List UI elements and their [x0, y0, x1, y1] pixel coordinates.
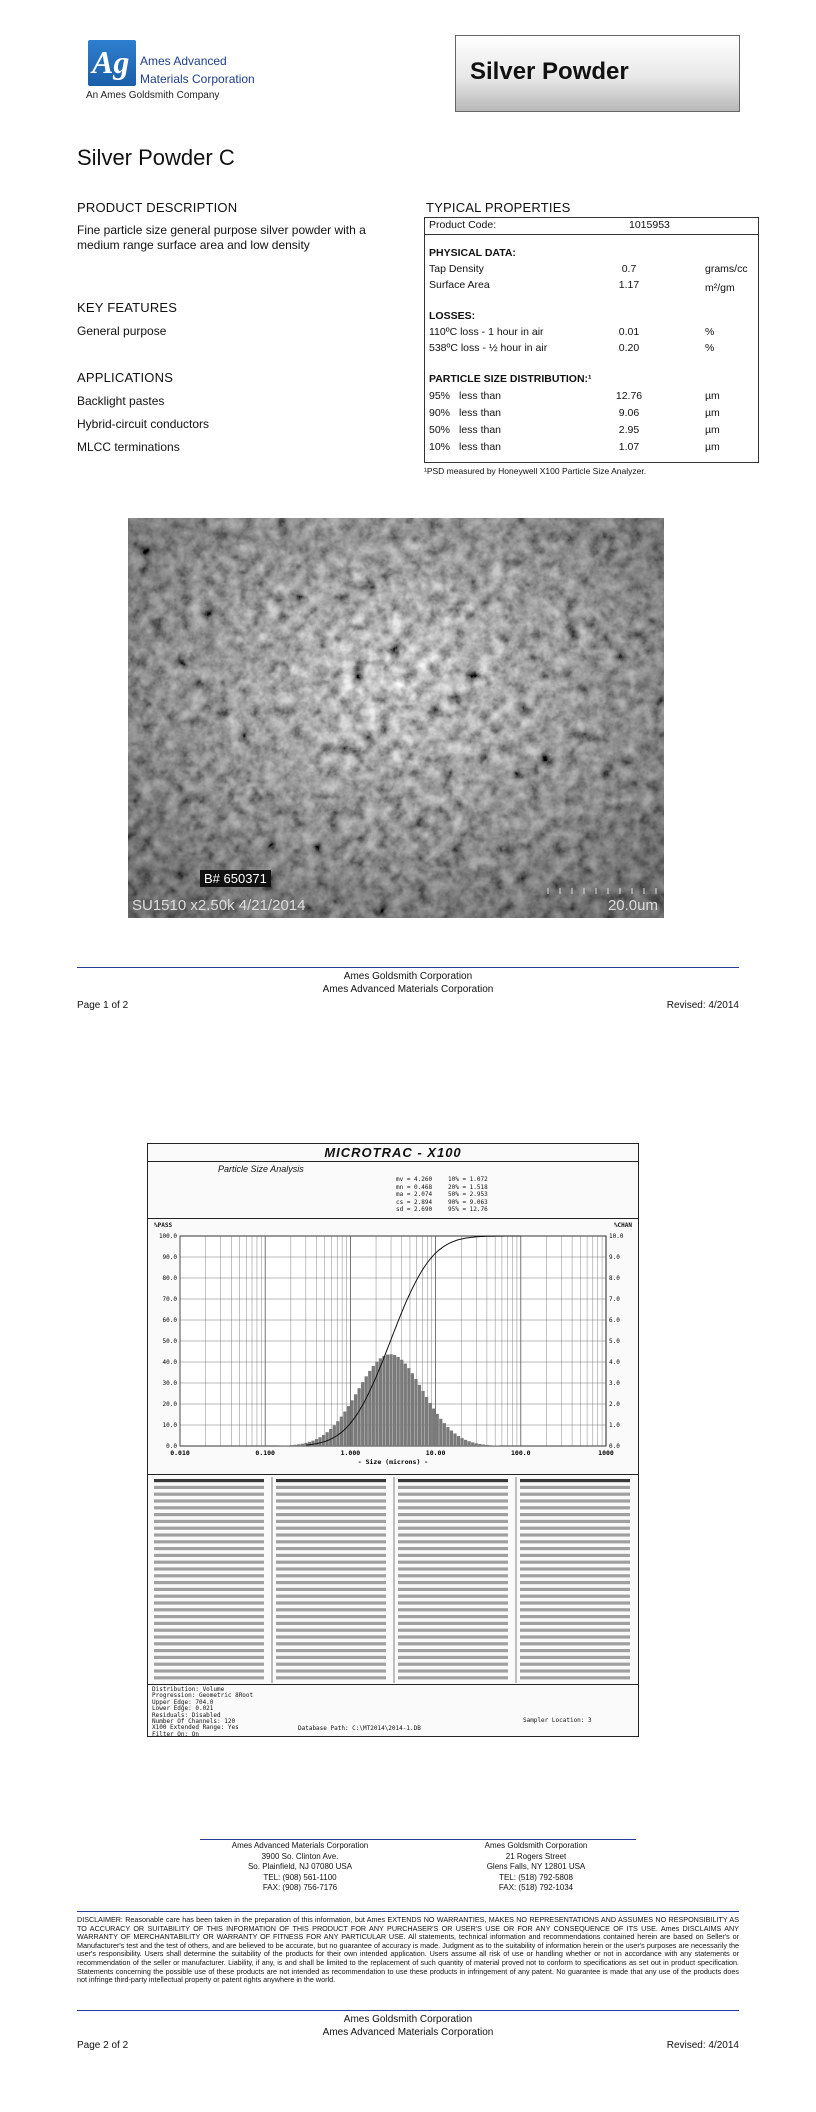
- table-row: [154, 1622, 264, 1625]
- tap-density-row: Tap Density 0.7 grams/cc: [429, 263, 748, 275]
- table-row: [398, 1540, 508, 1543]
- microtrac-database: Database Path: C:\MT2014\2014-1.DB: [298, 1725, 421, 1732]
- y-tick-label: 40.0: [162, 1359, 177, 1366]
- y-tick-label: 10.0: [162, 1422, 177, 1429]
- psd-heading: PARTICLE SIZE DISTRIBUTION:¹: [429, 373, 592, 385]
- table-row: [398, 1486, 508, 1489]
- application-item: Backlight pastes: [77, 394, 165, 408]
- table-row: [520, 1506, 630, 1509]
- description-heading: PRODUCT DESCRIPTION: [77, 200, 238, 215]
- histogram-bar: [407, 1368, 410, 1446]
- table-row: [154, 1656, 264, 1659]
- histogram-bar: [315, 1439, 318, 1446]
- microtrac-settings: Distribution: Volume Progression: Geometric 8Root Upper Edge: 704.0 Lower Edge: 0.021 Residuals: Disabled Number Of Channels: 120 X100 Extended Range: Yes Filter On: On: [152, 1686, 254, 1738]
- table-row: [520, 1669, 630, 1672]
- table-row: [276, 1527, 386, 1530]
- table-row: [276, 1567, 386, 1570]
- table-row: [520, 1601, 630, 1604]
- table-row: [154, 1567, 264, 1570]
- histogram-bar: [382, 1356, 385, 1446]
- table-row: [154, 1486, 264, 1489]
- page1-number: Page 1 of 2: [77, 1000, 129, 1011]
- table-row: [276, 1615, 386, 1618]
- sem-texture: [128, 518, 664, 918]
- table-row: [398, 1527, 508, 1530]
- microtrac-sampler: Sampler Location: 3: [523, 1717, 592, 1724]
- surface-area-row: Surface Area 1.17 m²/gm: [429, 279, 735, 294]
- table-row: [398, 1513, 508, 1516]
- table-row: [520, 1567, 630, 1570]
- table-row: [398, 1595, 508, 1598]
- page2-footer-companies: Ames Goldsmith Corporation Ames Advanced Materials Corporation: [322, 2014, 494, 2038]
- table-row: [276, 1622, 386, 1625]
- disclaimer-text: DISCLAIMER: Reasonable care has been taken in the preparation of this information, but Ames EXTENDS NO WARRANTIES, MAKES NO REPRESENTATIONS AND ASSUMES NO RESPONSIBILITY AS TO ACCURACY OR SUITABILITY OF THIS INFORMATION OF THIS PRODUCT FOR ANY PURCHASER'S OR USER'S USE OR FOR ANY CONSEQUENCE OF ITS USE. Ames DISCLAIMS ANY WARRANTY OF MERCHANTABILITY OR WARRANTY OF FITNESS FOR ANY PARTICULAR USE. All statements, technical information and recommendations contained herein are based on Seller's or Manufacturer's test and the test of others, and are believed to be accurate, but no guarantee of accuracy is made. Judgment as to the suitability of information herein or the user's purposes are necessarily the user's responsibility. Users shall determine the suitability of the products for their own intended application. Users assume all risk of use or handling whether or not in accordance with any statements or recommendation of the seller or manufacturer. Liability, if any, is and shall be limited to the replacement of such quantity of material proved not to conform to specifications as set out in product specification. Statements concerning the possible use of these products are not intended as recommendation to use these products in infringement of any patent. No guarantee is made that any use of the products does not infringe third-party intellectual property or patent rights anywhere in the world.: [77, 1915, 739, 1985]
- x-tick-label: 100.0: [511, 1449, 531, 1457]
- table-row: [520, 1608, 630, 1611]
- address-right: Ames Goldsmith Corporation 21 Rogers Street Glens Falls, NY 12801 USA TEL: (518) 792-5808 FAX: (518) 792-1034: [484, 1841, 588, 1892]
- histogram-bar: [411, 1373, 414, 1446]
- histogram-bar: [322, 1435, 325, 1446]
- histogram-bar: [492, 1445, 495, 1446]
- table-row: [154, 1635, 264, 1638]
- table-row: [398, 1574, 508, 1577]
- table-row: [398, 1533, 508, 1536]
- histogram-bar: [446, 1427, 449, 1446]
- loss-row: 110ºC loss - 1 hour in air 0.01 %: [429, 326, 715, 338]
- histogram-bar: [308, 1442, 311, 1446]
- x-tick-label: 1000: [598, 1449, 614, 1457]
- microtrac-title: MICROTRAC - X100: [324, 1145, 462, 1160]
- table-row: [154, 1520, 264, 1523]
- table-row: [398, 1635, 508, 1638]
- table-row: [398, 1629, 508, 1632]
- histogram-bar: [386, 1355, 389, 1446]
- histogram-bar: [443, 1423, 446, 1446]
- histogram-bar: [436, 1414, 439, 1446]
- table-row: [154, 1663, 264, 1666]
- footer-rule: [77, 967, 739, 968]
- table-row: [520, 1581, 630, 1584]
- table-row: [398, 1601, 508, 1604]
- table-row: [154, 1669, 264, 1672]
- sem-scale-label: 20.0um: [607, 897, 658, 914]
- histogram-bar: [301, 1444, 304, 1446]
- table-row: [520, 1479, 630, 1482]
- psd-row: 50% less than 2.95 µm: [429, 424, 720, 436]
- histogram-bar: [478, 1444, 481, 1446]
- table-row: [154, 1561, 264, 1564]
- table-row: [520, 1527, 630, 1530]
- y-right-tick-label: 9.0: [609, 1254, 620, 1261]
- histogram-bar: [425, 1397, 428, 1446]
- histogram-bar: [475, 1443, 478, 1446]
- table-row: [520, 1547, 630, 1550]
- histogram-bar: [482, 1445, 485, 1446]
- histogram-bar: [460, 1438, 463, 1446]
- x-tick-label: 0.100: [255, 1449, 275, 1457]
- table-row: [398, 1547, 508, 1550]
- psd-row: 95% less than 12.76 µm: [429, 390, 720, 402]
- table-row: [398, 1520, 508, 1523]
- table-row: [154, 1676, 264, 1679]
- table-row: [398, 1649, 508, 1652]
- company-logo: [88, 40, 136, 86]
- table-row: [276, 1608, 386, 1611]
- table-row: [276, 1547, 386, 1550]
- table-row: [154, 1608, 264, 1611]
- table-row: [520, 1540, 630, 1543]
- y-right-tick-label: 1.0: [609, 1422, 620, 1429]
- table-row: [276, 1554, 386, 1557]
- physical-heading: PHYSICAL DATA:: [429, 247, 516, 259]
- table-row: [398, 1615, 508, 1618]
- table-row: [520, 1574, 630, 1577]
- histogram-bar: [400, 1360, 403, 1446]
- table-row: [520, 1520, 630, 1523]
- table-row: [276, 1581, 386, 1584]
- y-right-label: %CHAN: [613, 1222, 632, 1229]
- page1-revised: Revised: 4/2014: [666, 1000, 739, 1011]
- disclaimer-rule: [77, 1911, 739, 1912]
- y-right-tick-label: 7.0: [609, 1296, 620, 1303]
- table-row: [276, 1561, 386, 1564]
- table-row: [276, 1629, 386, 1632]
- losses-heading: LOSSES:: [429, 310, 476, 322]
- table-row: [154, 1581, 264, 1584]
- sem-caption: SU1510 x2.50k 4/21/2014: [132, 897, 306, 914]
- y-tick-label: 0.0: [166, 1443, 177, 1450]
- product-description: Fine particle size general purpose silver powder with a medium range surface area and low density: [77, 223, 366, 252]
- table-row: [520, 1486, 630, 1489]
- x-axis-label: - Size (microns) -: [357, 1458, 429, 1466]
- microtrac-chart: [148, 1228, 638, 1468]
- microtrac-report: [147, 1143, 639, 1737]
- table-row: [398, 1581, 508, 1584]
- y-right-tick-label: 4.0: [609, 1359, 620, 1366]
- table-row: [154, 1574, 264, 1577]
- histogram-bar: [354, 1394, 357, 1446]
- table-row: [154, 1554, 264, 1557]
- table-row: [520, 1622, 630, 1625]
- table-row: [398, 1663, 508, 1666]
- table-row: [276, 1499, 386, 1502]
- table-row: [154, 1595, 264, 1598]
- histogram-bar: [287, 1445, 290, 1446]
- y-tick-label: 20.0: [162, 1401, 177, 1408]
- company-subtitle: An Ames Goldsmith Company: [86, 90, 220, 101]
- microtrac-summary: mv = 4.260 mn = 0.468 ma = 2.074 cs = 2.894 sd = 2.690: [396, 1176, 433, 1213]
- y-right-tick-label: 8.0: [609, 1275, 620, 1282]
- histogram-bar: [404, 1364, 407, 1446]
- histogram-bar: [361, 1382, 364, 1446]
- microtrac-percentiles: 10% = 1.072 20% = 1.518 50% = 2.953 90% = 9.063 95% = 12.76: [448, 1176, 488, 1213]
- table-row: [520, 1533, 630, 1536]
- table-row: [398, 1567, 508, 1570]
- doc-title-box: [455, 35, 740, 112]
- table-row: [154, 1506, 264, 1509]
- y-tick-label: 60.0: [162, 1317, 177, 1324]
- table-row: [398, 1506, 508, 1509]
- y-right-tick-label: 5.0: [609, 1338, 620, 1345]
- x-tick-label: 0.010: [170, 1449, 190, 1457]
- table-row: [154, 1547, 264, 1550]
- table-row: [520, 1676, 630, 1679]
- table-row: [276, 1574, 386, 1577]
- table-row: [276, 1520, 386, 1523]
- features-heading: KEY FEATURES: [77, 300, 178, 315]
- table-row: [276, 1486, 386, 1489]
- table-row: [276, 1635, 386, 1638]
- table-row: [276, 1669, 386, 1672]
- page1-footer-companies: Ames Goldsmith Corporation Ames Advanced Materials Corporation: [322, 971, 494, 995]
- table-row: [154, 1499, 264, 1502]
- table-row: [276, 1513, 386, 1516]
- histogram-bar: [457, 1436, 460, 1446]
- table-row: [276, 1533, 386, 1536]
- histogram-bar: [318, 1437, 321, 1446]
- page2-number: Page 2 of 2: [77, 2040, 129, 2051]
- table-row: [276, 1649, 386, 1652]
- table-row: [154, 1588, 264, 1591]
- y-tick-label: 90.0: [162, 1254, 177, 1261]
- histogram-bar: [304, 1443, 307, 1446]
- table-row: [154, 1513, 264, 1516]
- table-row: [154, 1493, 264, 1496]
- table-row: [398, 1561, 508, 1564]
- histogram-bar: [311, 1441, 314, 1446]
- x-tick-label: 1.000: [340, 1449, 361, 1457]
- table-row: [520, 1663, 630, 1666]
- table-row: [520, 1513, 630, 1516]
- microtrac-subtitle: Particle Size Analysis: [218, 1164, 304, 1174]
- histogram-bar: [365, 1376, 368, 1446]
- y-right-tick-label: 6.0: [609, 1317, 620, 1324]
- table-row: [276, 1676, 386, 1679]
- table-row: [154, 1629, 264, 1632]
- feature-item: General purpose: [77, 324, 167, 338]
- product-code: 1015953: [629, 219, 670, 231]
- histogram-bar: [294, 1445, 297, 1446]
- histogram-bar: [379, 1358, 382, 1446]
- table-row: [276, 1601, 386, 1604]
- table-row: [398, 1656, 508, 1659]
- table-row: [398, 1622, 508, 1625]
- psd-row: 10% less than 1.07 µm: [429, 441, 720, 453]
- table-row: [276, 1588, 386, 1591]
- logo-mark: Ag: [92, 44, 130, 80]
- histogram-bar: [414, 1379, 417, 1446]
- histogram-bar: [389, 1354, 392, 1446]
- page2-revised: Revised: 4/2014: [666, 2040, 739, 2051]
- psd-footnote: ¹PSD measured by Honeywell X100 Particle Size Analyzer.: [424, 466, 647, 476]
- table-row: [276, 1540, 386, 1543]
- histogram-bar: [421, 1391, 424, 1446]
- table-row: [154, 1615, 264, 1618]
- microtrac-data-table: [150, 1477, 636, 1683]
- table-row: [154, 1540, 264, 1543]
- product-name: Silver Powder C: [77, 145, 235, 170]
- table-row: [520, 1588, 630, 1591]
- table-row: [276, 1656, 386, 1659]
- y-tick-label: 30.0: [162, 1380, 177, 1387]
- loss-row: 538ºC loss - ½ hour in air 0.20 %: [429, 342, 715, 354]
- table-row: [276, 1595, 386, 1598]
- y-tick-label: 100.0: [158, 1233, 177, 1240]
- psd-row: 90% less than 9.06 µm: [429, 407, 720, 419]
- histogram-bar: [432, 1409, 435, 1446]
- histogram-bar: [368, 1371, 371, 1446]
- histogram-bar: [333, 1425, 336, 1446]
- table-row: [154, 1533, 264, 1536]
- histogram-bar: [397, 1357, 400, 1446]
- product-code-row: Product Code: 1015953: [429, 219, 670, 231]
- histogram-bar: [393, 1355, 396, 1446]
- y-right-tick-label: 10.0: [609, 1233, 624, 1240]
- application-item: MLCC terminations: [77, 440, 180, 454]
- table-row: [154, 1642, 264, 1645]
- table-row: [276, 1642, 386, 1645]
- table-row: [398, 1669, 508, 1672]
- table-row: [398, 1479, 508, 1482]
- table-row: [520, 1642, 630, 1645]
- table-row: [398, 1642, 508, 1645]
- y-right-tick-label: 3.0: [609, 1380, 620, 1387]
- table-row: [520, 1561, 630, 1564]
- table-row: [154, 1479, 264, 1482]
- table-row: [276, 1663, 386, 1666]
- histogram-bar: [290, 1445, 293, 1446]
- table-row: [154, 1601, 264, 1604]
- table-row: [398, 1676, 508, 1679]
- histogram-bar: [418, 1385, 421, 1446]
- y-left-label: %PASS: [154, 1222, 173, 1229]
- table-row: [520, 1656, 630, 1659]
- histogram-bar: [450, 1431, 453, 1446]
- table-row: [398, 1493, 508, 1496]
- histogram-bar: [439, 1419, 442, 1446]
- applications-heading: APPLICATIONS: [77, 370, 174, 385]
- histogram-bar: [471, 1442, 474, 1446]
- footer-rule: [77, 2010, 739, 2011]
- y-right-tick-label: 2.0: [609, 1401, 620, 1408]
- histogram-bar: [468, 1441, 471, 1446]
- table-row: [520, 1635, 630, 1638]
- table-row: [520, 1499, 630, 1502]
- table-row: [398, 1588, 508, 1591]
- table-row: [398, 1608, 508, 1611]
- table-row: [276, 1506, 386, 1509]
- table-row: [154, 1527, 264, 1530]
- table-row: [154, 1649, 264, 1652]
- table-row: [520, 1493, 630, 1496]
- histogram-bar: [372, 1366, 375, 1446]
- table-row: [520, 1649, 630, 1652]
- table-row: [276, 1479, 386, 1482]
- application-item: Hybrid-circuit conductors: [77, 417, 210, 431]
- table-row: [398, 1499, 508, 1502]
- table-row: [276, 1493, 386, 1496]
- table-row: [520, 1595, 630, 1598]
- address-left: Ames Advanced Materials Corporation 3900 So. Clinton Ave. So. Plainfield, NJ 07080 USA TEL: (908) 561-1100 FAX: (908) 756-7176: [231, 1841, 369, 1892]
- histogram-bar: [358, 1388, 361, 1446]
- histogram-bar: [453, 1433, 456, 1446]
- table-row: [520, 1629, 630, 1632]
- histogram-bar: [326, 1432, 329, 1446]
- doc-title: Silver Powder: [470, 58, 629, 85]
- histogram-bar: [329, 1429, 332, 1446]
- y-tick-label: 80.0: [162, 1275, 177, 1282]
- histogram-bar: [464, 1440, 467, 1446]
- sem-micrograph: [128, 518, 664, 918]
- company-name: Ames Advanced Materials Corporation: [140, 54, 255, 86]
- sem-batch-label: B# 650371: [200, 870, 271, 887]
- y-tick-label: 50.0: [162, 1338, 177, 1345]
- table-row: [398, 1554, 508, 1557]
- table-row: [520, 1615, 630, 1618]
- x-tick-label: 10.00: [425, 1449, 446, 1457]
- y-right-tick-label: 0.0: [609, 1443, 620, 1450]
- address-rule: [200, 1839, 636, 1840]
- histogram-bar: [429, 1403, 432, 1446]
- histogram-bar: [485, 1445, 488, 1446]
- table-row: [520, 1554, 630, 1557]
- properties-heading: TYPICAL PROPERTIES: [426, 200, 571, 215]
- histogram-bar: [489, 1445, 492, 1446]
- y-tick-label: 70.0: [162, 1296, 177, 1303]
- properties-table: [424, 217, 759, 463]
- histogram-bar: [297, 1444, 300, 1446]
